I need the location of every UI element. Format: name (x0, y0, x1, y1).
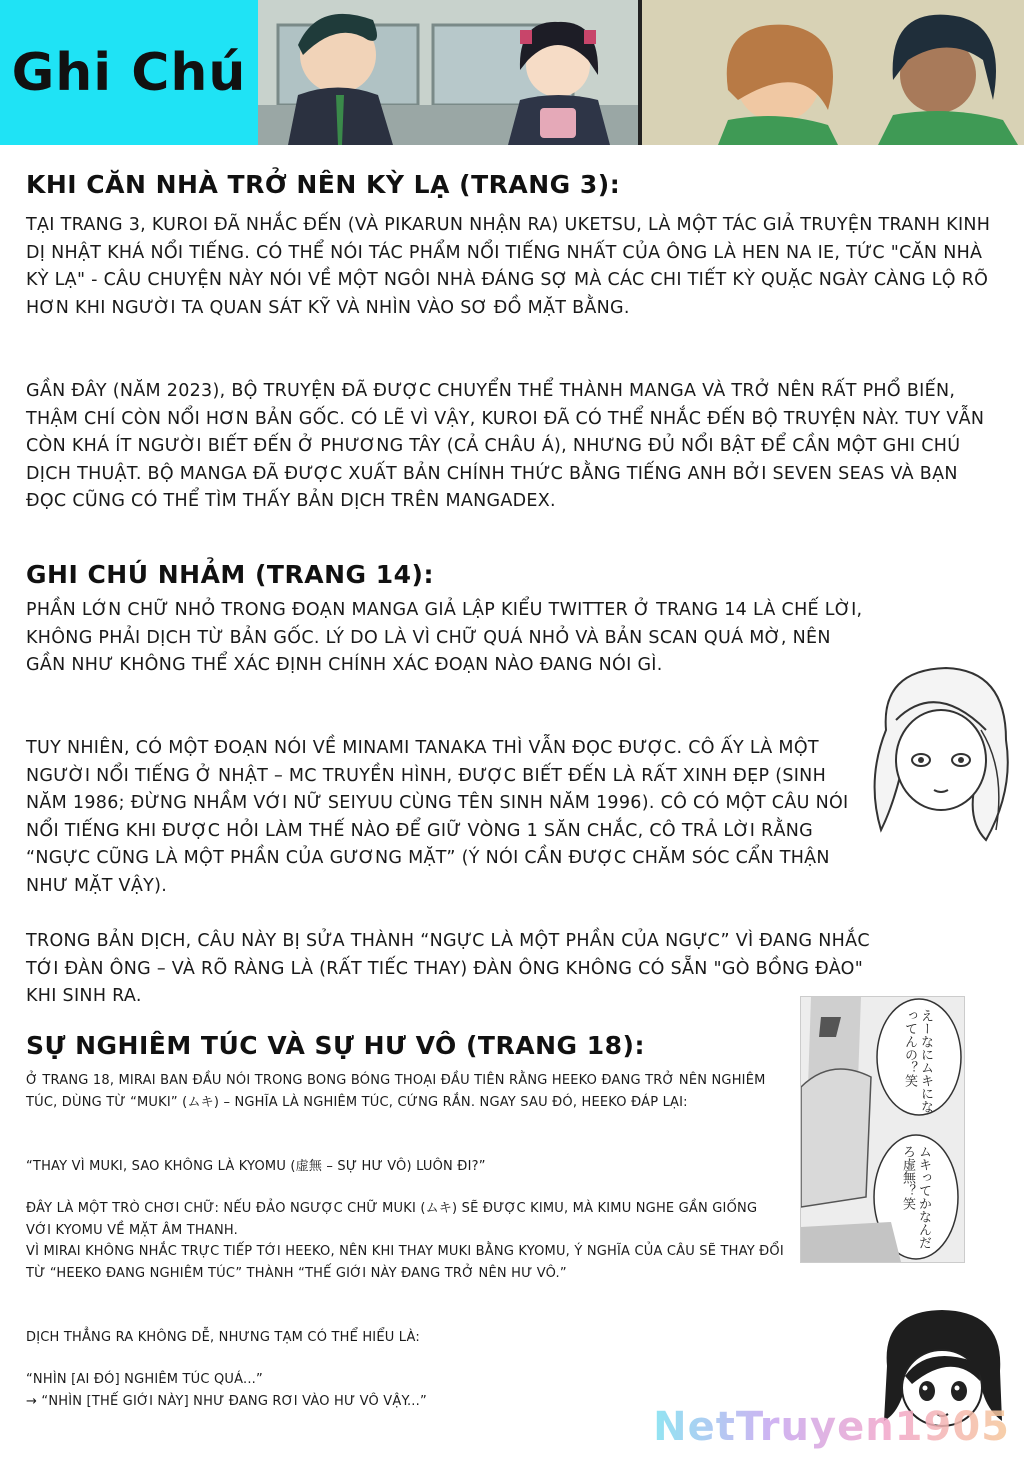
paragraph: “THAY VÌ MUKI, SAO KHÔNG LÀ KYOMU (虚無 – SỰ HƯ VÔ) LUÔN ĐI?” (26, 1159, 486, 1174)
paragraph: TRONG BẢN DỊCH, CÂU NÀY BỊ SỬA THÀNH “NGỰC LÀ MỘT PHẦN CỦA NGỰC” VÌ ĐANG NHẮC TỚI ĐÀN ÔNG – VÀ RÕ RÀNG LÀ (RẤT TIẾC THAY) ĐÀN ÔNG KHÔNG CÓ SẴN "GÒ BỒNG ĐÀO" KHI SINH RA. (26, 931, 870, 1007)
speech-bubble-2: ムキってかなんだろ虚無？笑 (900, 1145, 931, 1249)
chibi-woman-illustration (866, 660, 1016, 865)
paragraph: TUY NHIÊN, CÓ MỘT ĐOẠN NÓI VỀ MINAMI TANAKA THÌ VẪN ĐỌC ĐƯỢC. CÔ ẤY LÀ MỘT NGƯỜI NỔI TIẾNG Ở NHẬT – MC TRUYỀN HÌNH, ĐƯỢC BIẾT ĐẾN LÀ RẤT XINH ĐẸP (SINH NĂM 1986; ĐỪNG NHẦM VỚI NỮ SEIYUU CÙNG TÊN SINH NĂM 1996). CÔ CÓ MỘT CÂU NÓI NỔI TIẾNG KHI ĐƯỢC HỎI LÀM THẾ NÀO ĐỂ GIỮ VÒNG 1 SĂN CHẮC, CÔ TRẢ LỜI RẰNG “NGỰC CŨNG LÀ MỘT PHẦN CỦA GƯƠNG MẶT” (Ý NÓI CẦN ĐƯỢC CHĂM SÓC CẨN THẬN NHƯ MẶT VẬY). (26, 738, 849, 896)
section-title-3: SỰ NGHIÊM TÚC VÀ SỰ HƯ VÔ (TRANG 18): (26, 1031, 645, 1060)
manga-panel (800, 996, 965, 1263)
paragraph: → “NHÌN [THẾ GIỚI NÀY] NHƯ ĐANG RƠI VÀO HƯ VÔ VẬY...” (26, 1394, 427, 1409)
paragraph: GẦN ĐÂY (NĂM 2023), BỘ TRUYỆN ĐÃ ĐƯỢC CHUYỂN THỂ THÀNH MANGA VÀ TRỞ NÊN RẤT PHỔ BIẾN, THẬM CHÍ CÒN NỔI HƠN BẢN GỐC. CÓ LẼ VÌ VẬY, KUROI ĐÃ CÓ THỂ NHẮC ĐẾN BỘ TRUYỆN NÀY. TUY VẪN CÒN KHÁ ÍT NGƯỜI BIẾT ĐẾN Ở PHƯƠNG TÂY (CẢ CHÂU Á), NHƯNG ĐỦ NỔI BẬT ĐỂ CẦN MỘT GHI CHÚ DỊCH THUẬT. BỘ MANGA ĐÃ ĐƯỢC XUẤT BẢN CHÍNH THỨC BẰNG TIẾNG ANH BỞI SEVEN SEAS VÀ BẠN ĐỌC CŨNG CÓ THỂ TÌM THẤY BẢN DỊCH TRÊN MANGADEX. (26, 381, 985, 512)
header-illustration (258, 0, 1024, 145)
paragraph: DỊCH THẲNG RA KHÔNG DỄ, NHƯNG TẠM CÓ THỂ HIỂU LÀ: (26, 1330, 420, 1345)
header-title-box (0, 0, 258, 145)
speech-bubble-1: えーなにムキになってんの？笑 (902, 1009, 933, 1113)
paragraph: PHẦN LỚN CHỮ NHỎ TRONG ĐOẠN MANGA GIẢ LẬP KIỂU TWITTER Ở TRANG 14 LÀ CHẾ LỜI, KHÔNG PHẢI DỊCH TỪ BẢN GỐC. LÝ DO LÀ VÌ CHỮ QUÁ NHỎ VÀ BẢN SCAN QUÁ MỜ, NÊN GẦN NHƯ KHÔNG THỂ XÁC ĐỊNH CHÍNH XÁC ĐOẠN NÀO ĐANG NÓI GÌ. (26, 600, 863, 676)
paragraph: Ở TRANG 18, MIRAI BAN ĐẦU NÓI TRONG BONG BÓNG THOẠI ĐẦU TIÊN RẰNG HEEKO ĐANG TRỞ NÊN NGHIÊM TÚC, DÙNG TỪ “MUKI” (ムキ) – NGHĨA LÀ NGHIÊM TÚC, CỨNG RẮN. NGAY SAU ĐÓ, HEEKO ĐÁP LẠI: (26, 1073, 766, 1110)
section-title-2: GHI CHÚ NHẢM (TRANG 14): (26, 560, 434, 589)
manga-panel-art (801, 997, 964, 1262)
watermark-logo: NetTruyen1905 (653, 1404, 1010, 1450)
section-title-1: KHI CĂN NHÀ TRỞ NÊN KỲ LẠ (TRANG 3): (26, 170, 621, 199)
paragraph: VÌ MIRAI KHÔNG NHẮC TRỰC TIẾP TỚI HEEKO, NÊN KHI THAY MUKI BẰNG KYOMU, Ý NGHĨA CỦA CÂU SẼ THAY ĐỔI TỪ “HEEKO ĐANG NGHIÊM TÚC” THÀNH “THẾ GIỚI NÀY ĐANG TRỞ NÊN HƯ VÔ.” (26, 1244, 784, 1281)
header-manga-art (258, 0, 1024, 145)
paragraph: ĐÂY LÀ MỘT TRÒ CHƠI CHỮ: NẾU ĐẢO NGƯỢC CHỮ MUKI (ムキ) SẼ ĐƯỢC KIMU, MÀ KIMU NGHE GẦN GIỐNG VỚI KYOMU VỀ MẶT ÂM THANH. (26, 1201, 758, 1238)
paragraph: “NHÌN [AI ĐÓ] NGHIÊM TÚC QUÁ...” (26, 1372, 263, 1387)
page-title: Ghi Chú (11, 42, 247, 103)
paragraph: TẠI TRANG 3, KUROI ĐÃ NHẮC ĐẾN (VÀ PIKARUN NHẬN RA) UKETSU, LÀ MỘT TÁC GIẢ TRUYỆN TRANH KINH DỊ NHẬT KHÁ NỔI TIẾNG. CÓ THỂ NÓI TÁC PHẨM NỔI TIẾNG NHẤT CỦA ÔNG LÀ HEN NA IE, TỨC "CĂN NHÀ KỲ LẠ" - CÂU CHUYỆN NÀY NÓI VỀ MỘT NGÔI NHÀ ĐÁNG SỢ MÀ CÁC CHI TIẾT KỲ QUẶC NGÀY CÀNG LỘ RÕ HƠN KHI NGƯỜI TA QUAN SÁT KỸ VÀ NHÌN VÀO SƠ ĐỒ MẶT BẰNG. (26, 215, 991, 318)
